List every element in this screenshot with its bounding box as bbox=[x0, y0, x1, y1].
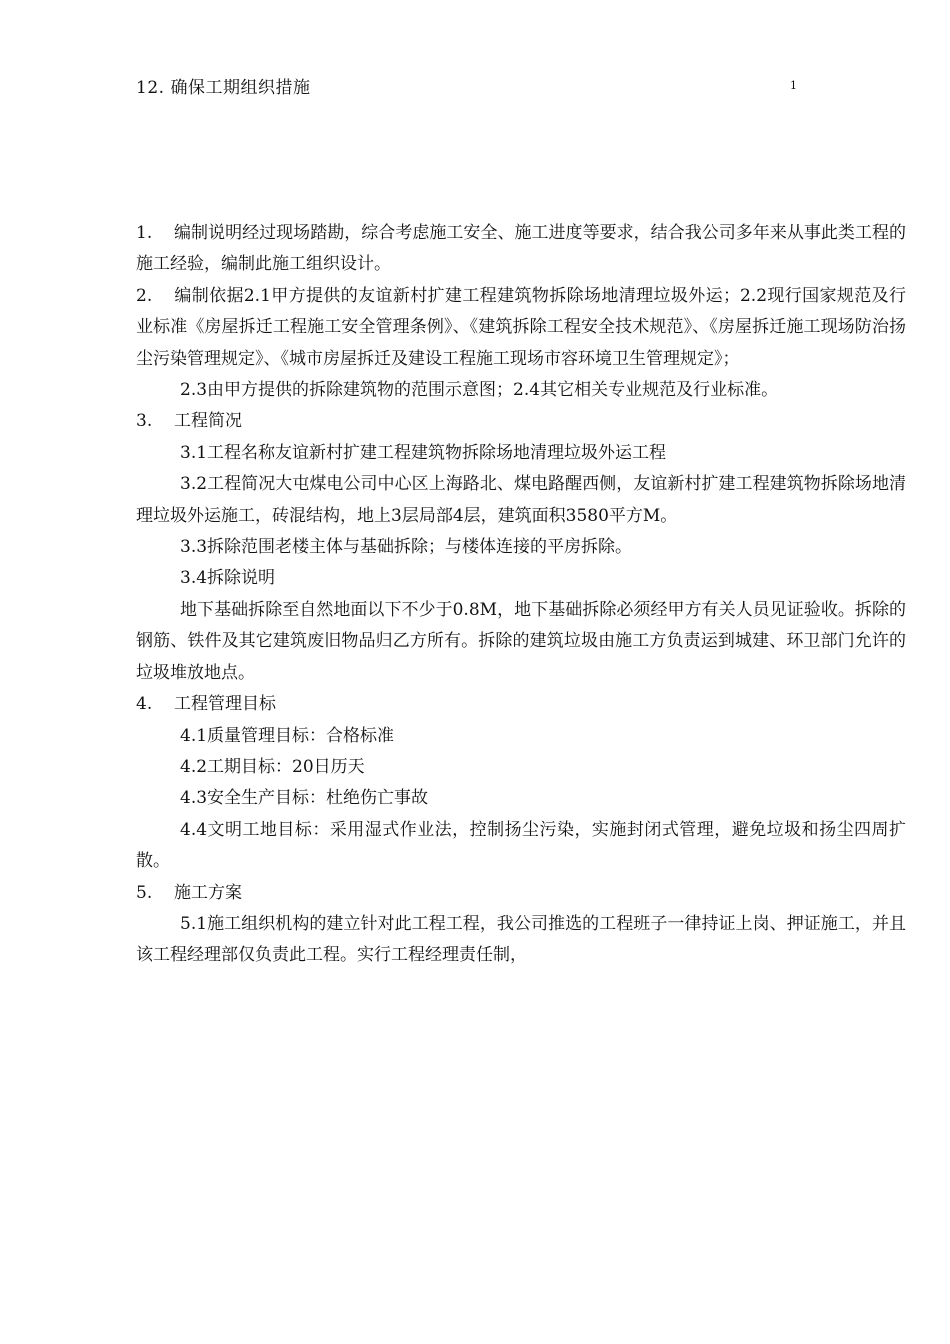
section-4-4-paragraph: 4.4文明工地目标：采用湿式作业法，控制扬尘污染，实施封闭式管理，避免垃圾和扬尘四周扩散。 bbox=[136, 819, 906, 872]
section-2-text: 编制依据2.1甲方提供的友谊新村扩建工程建筑物拆除场地清理垃圾外运；2.2现行国家规范及行业标准《房屋拆迁工程施工安全管理条例》、《建筑拆除工程安全技术规范》、《房屋拆迁施工现场防治扬尘污染管理规定》、《城市房屋拆迁及建设工程施工现场市容环境卫生管理规定》； bbox=[136, 285, 906, 369]
section-4-heading bbox=[136, 689, 906, 720]
section-2-number: 2. bbox=[136, 285, 153, 306]
section-4-3-paragraph: 4.3安全生产目标：杜绝伤亡事故 bbox=[180, 788, 429, 809]
section-1-text: 编制说明经过现场踏勘，综合考虑施工安全、施工进度等要求，结合我公司多年来从事此类工程的施工经验，编制此施工组织设计。 bbox=[136, 223, 906, 275]
section-4-2-paragraph: 4.2工期目标：20日历天 bbox=[180, 756, 365, 777]
section-1-paragraph bbox=[136, 218, 906, 281]
section-1-number: 1. bbox=[136, 223, 153, 243]
section-5-number: 5. bbox=[136, 882, 153, 903]
section-2-3-paragraph: 2.3由甲方提供的拆除建筑物的范围示意图；2.4其它相关专业规范及行业标准。 bbox=[180, 380, 779, 401]
section-3-heading bbox=[136, 406, 906, 437]
section-3-title: 工程简况 bbox=[174, 411, 242, 432]
document-body bbox=[136, 218, 906, 972]
section-5-title: 施工方案 bbox=[174, 882, 242, 903]
section-4-1-paragraph: 4.1质量管理目标：合格标准 bbox=[180, 725, 395, 746]
section-3-4-heading: 3.4拆除说明 bbox=[180, 568, 276, 589]
section-5-1-paragraph: 5.1施工组织机构的建立针对此工程工程，我公司推选的工程班子一律持证上岗、押证施工，并且该工程经理部仅负责此工程。实行工程经理责任制， bbox=[136, 913, 906, 966]
page-number: 1 bbox=[790, 79, 797, 92]
section-4-number: 4. bbox=[136, 694, 153, 715]
section-2-paragraph bbox=[136, 281, 906, 375]
section-3-3-paragraph: 3.3拆除范围老楼主体与基础拆除；与楼体连接的平房拆除。 bbox=[180, 537, 633, 558]
section-3-number: 3. bbox=[136, 411, 153, 432]
section-4-title: 工程管理目标 bbox=[174, 694, 276, 715]
section-5-heading bbox=[136, 878, 906, 909]
section-3-2-paragraph: 3.2工程简况大屯煤电公司中心区上海路北、煤电路醒西侧，友谊新村扩建工程建筑物拆除场地清理垃圾外运施工，砖混结构，地上3层局部4层，建筑面积3580平方M。 bbox=[136, 474, 906, 526]
document-title: 12. 确保工期组织措施 bbox=[136, 78, 311, 98]
section-3-1-paragraph: 3.1工程名称友谊新村扩建工程建筑物拆除场地清理垃圾外运工程 bbox=[180, 442, 667, 463]
section-3-4-paragraph: 地下基础拆除至自然地面以下不少于0.8M，地下基础拆除必须经甲方有关人员见证验收。拆除的钢筋、铁件及其它建筑废旧物品归乙方所有。拆除的建筑垃圾由施工方负责运到城建、环卫部门允许的垃圾堆放地点。 bbox=[136, 599, 906, 683]
